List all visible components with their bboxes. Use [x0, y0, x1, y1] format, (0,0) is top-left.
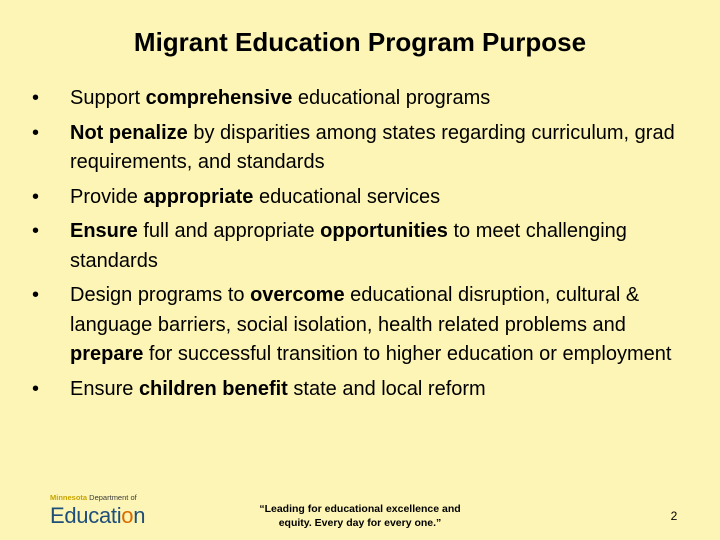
bullet-text: to meet challenging standards [70, 220, 627, 272]
bullet-marker: • [32, 284, 40, 306]
mde-logo [50, 494, 170, 534]
bullet-marker: • [32, 185, 40, 208]
bullet-emphasis: appropriate [143, 185, 254, 208]
bullet-text: for successful transition to higher education or employment [143, 343, 672, 365]
bullet-marker: • [32, 220, 40, 242]
bullet-emphasis: Not penalize [70, 121, 188, 144]
bullet-text: by disparities among states regarding curriculum, grad requirements, and standards [70, 121, 675, 173]
bullet-text: Support [70, 87, 146, 109]
bullet-text: Design programs to [70, 284, 251, 306]
logo-dept: Department of [87, 493, 137, 502]
bullet-item [32, 217, 692, 276]
bullet-item [32, 119, 692, 178]
bullet-item [32, 281, 692, 370]
bullet-text: Ensure [70, 377, 139, 400]
bullet-marker: • [32, 121, 40, 144]
bullet-emphasis: children benefit [138, 377, 288, 400]
bullet-text: educational services [253, 185, 441, 208]
bullet-item [32, 375, 692, 405]
bullet-text: state and local reform [287, 377, 486, 400]
footer-tagline: “Leading for educational excellence and equity. Every day for every one.” [259, 503, 461, 529]
bullet-emphasis: Ensure [70, 220, 138, 242]
logo-state: Minnesota [50, 493, 88, 502]
page-number: 2 [670, 509, 678, 523]
bullet-marker: • [32, 87, 40, 109]
bullet-list [32, 84, 692, 409]
bullet-emphasis: overcome [250, 284, 345, 306]
bullet-item [32, 84, 692, 114]
bullet-emphasis: comprehensive [145, 87, 293, 109]
bullet-text: educational programs [292, 87, 491, 109]
bullet-emphasis: prepare [70, 343, 144, 365]
slide-title: Migrant Education Program Purpose [133, 27, 587, 57]
logo-wordmark: Education [50, 503, 146, 528]
bullet-item [32, 183, 692, 213]
bullet-marker: • [32, 377, 40, 400]
bullet-emphasis: opportunities [320, 220, 448, 242]
bullet-text: full and appropriate [137, 220, 321, 242]
bullet-text: Provide [70, 185, 144, 208]
bullet-text: educational disruption, cultural & language barriers, social isolation, health related problems and [70, 284, 640, 336]
